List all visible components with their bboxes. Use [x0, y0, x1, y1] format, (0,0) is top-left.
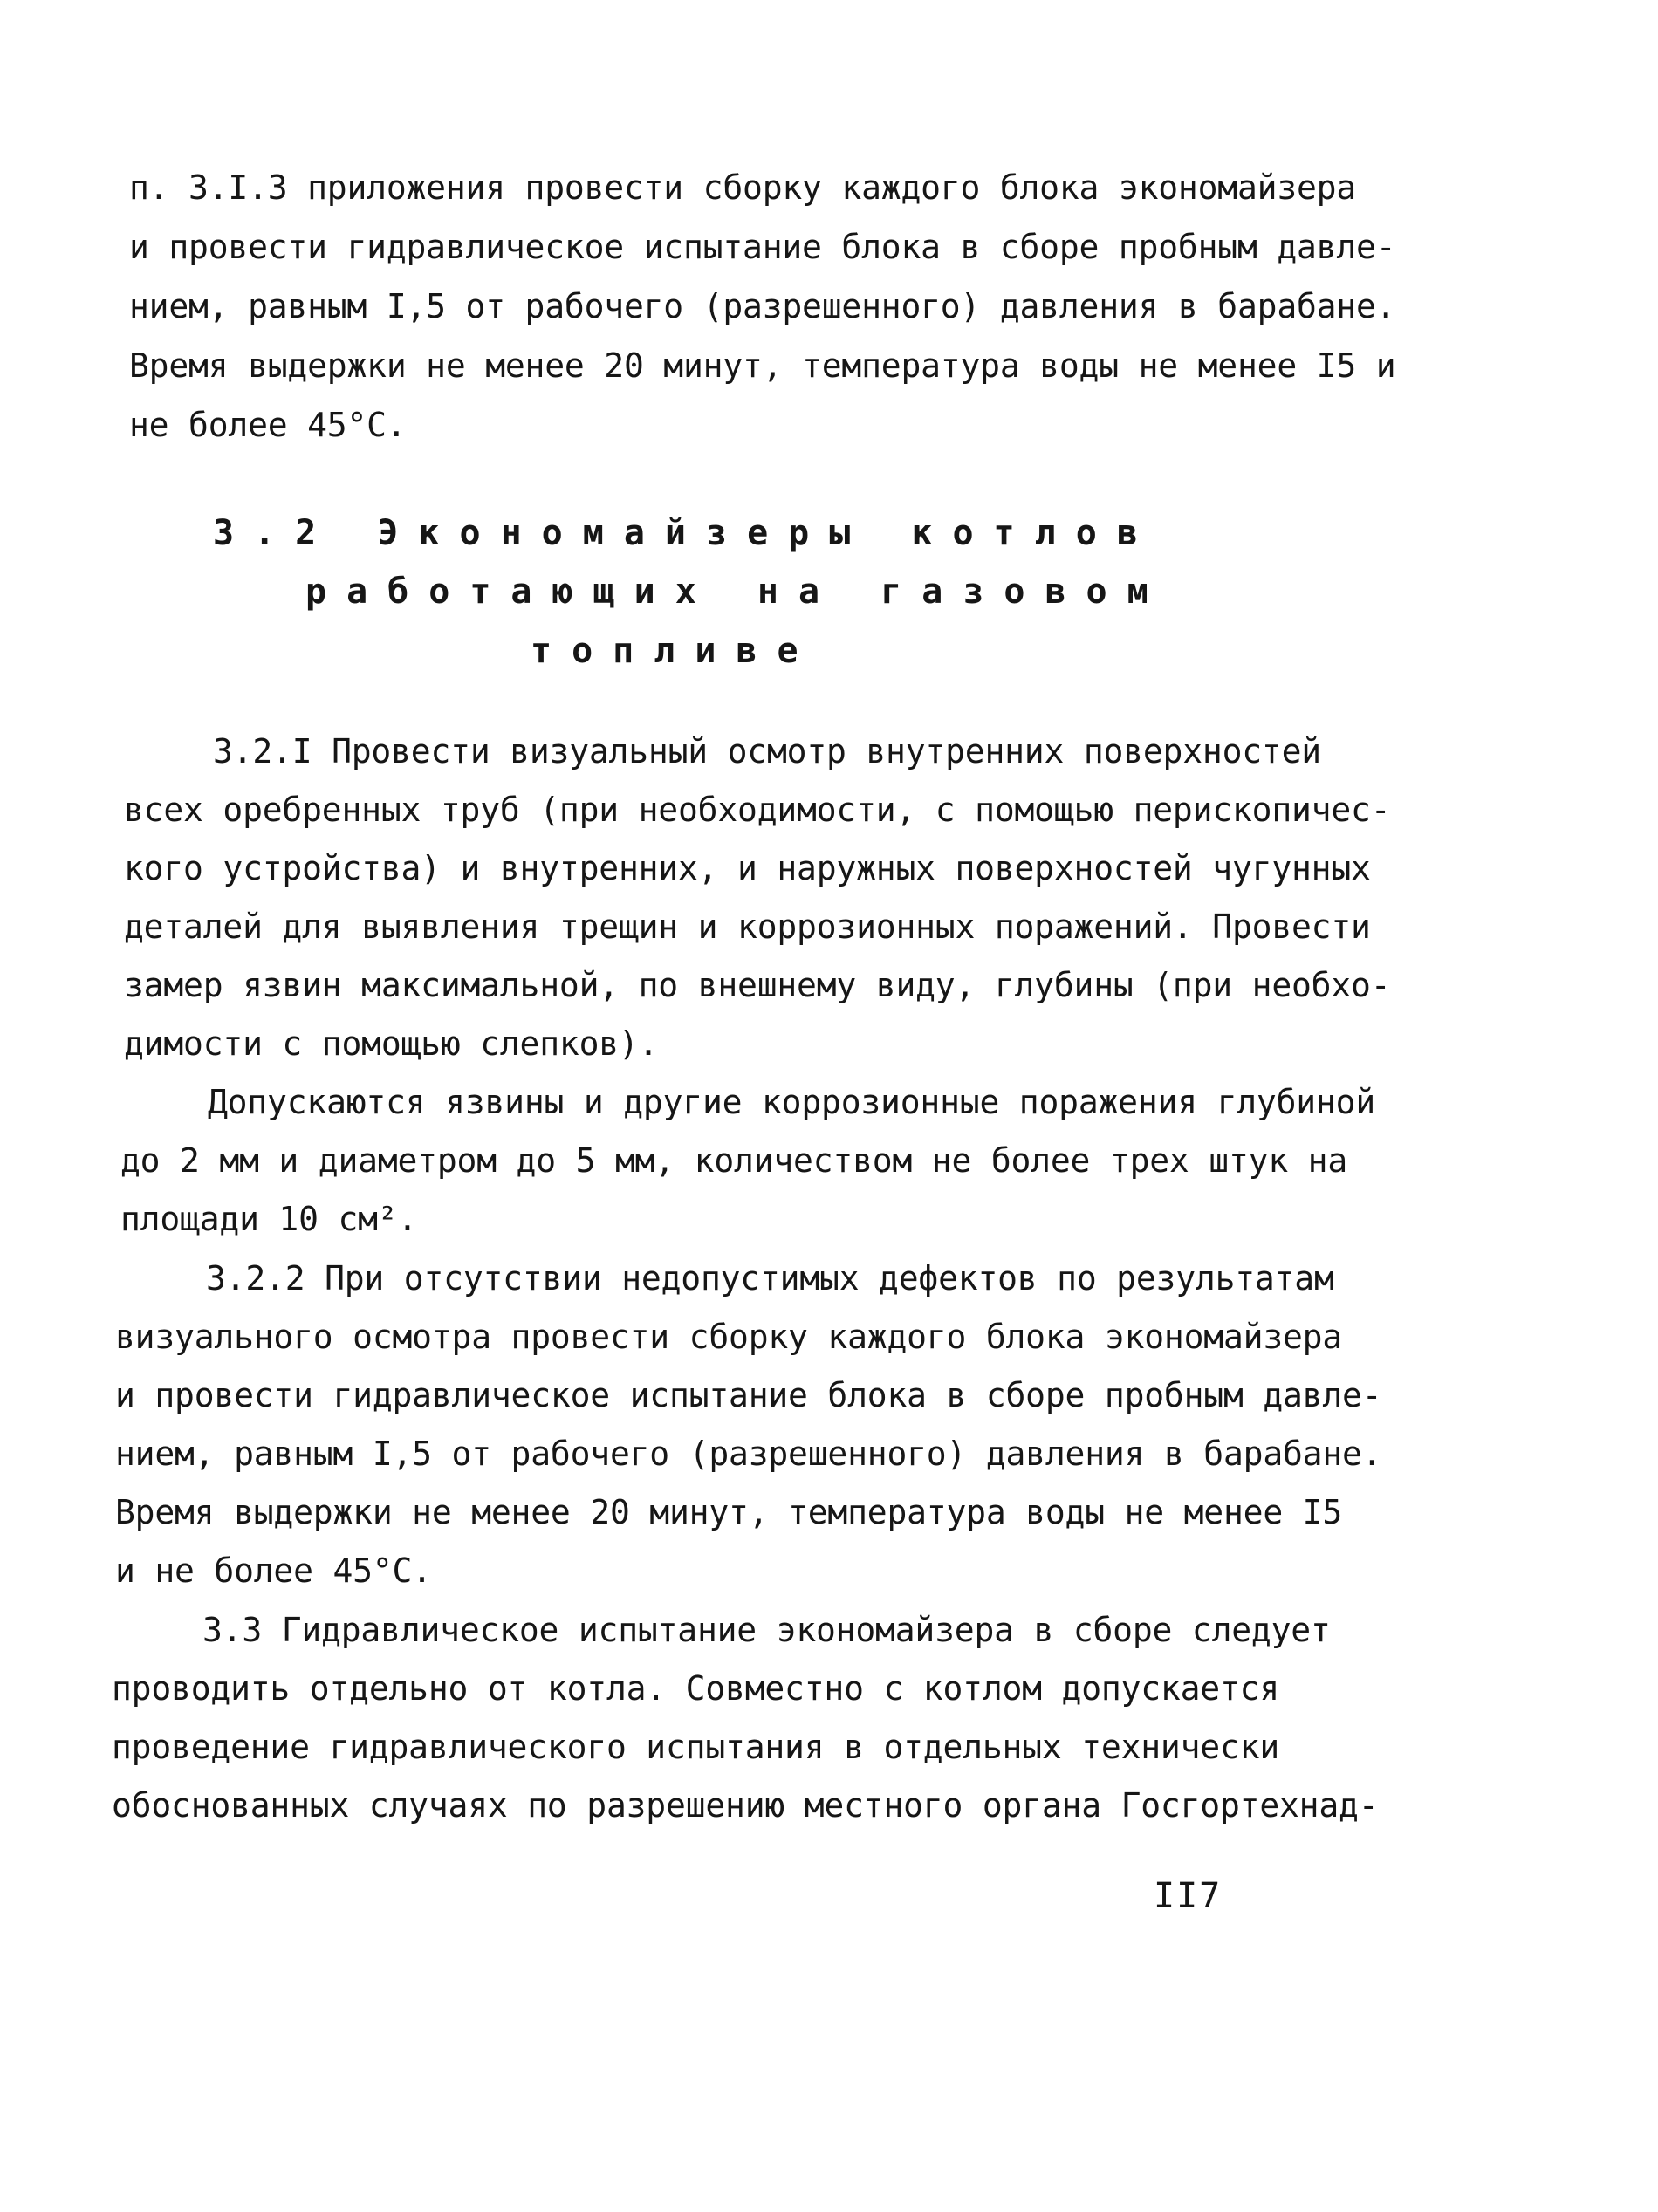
- heading-line: 3.2 Экономайзеры котлов: [213, 513, 1158, 553]
- text-line: димости с помощью слепков).: [124, 1024, 659, 1063]
- text-line: деталей для выявления трещин и коррозионных поражений. Провести: [124, 907, 1371, 946]
- text-line: обоснованных случаях по разрешению местного органа Госгортехнад-: [112, 1786, 1379, 1825]
- text-line: и провести гидравлическое испытание блока в сборе пробным давле-: [129, 228, 1396, 266]
- text-line: визуального осмотра провести сборку каждого блока экономайзера: [115, 1318, 1343, 1356]
- text-line: нием, равным I,5 от рабочего (разрешенного) давления в барабане.: [129, 287, 1396, 325]
- text-line: замер язвин максимальной, по внешнему виду, глубины (при необхо-: [124, 966, 1391, 1004]
- text-line: всех оребренных труб (при необходимости, с помощью перископичес-: [124, 791, 1391, 829]
- page-number: II7: [1154, 1876, 1223, 1916]
- text-line: до 2 мм и диаметром до 5 мм, количеством не более трех штук на: [120, 1141, 1348, 1180]
- heading-line: топливе: [531, 631, 819, 671]
- text-line: и провести гидравлическое испытание блока в сборе пробным давле-: [115, 1376, 1382, 1414]
- text-line: кого устройства) и внутренних, и наружных поверхностей чугунных: [124, 849, 1371, 887]
- text-line: проведение гидравлического испытания в отдельных технически: [112, 1728, 1279, 1766]
- text-line: п. 3.I.3 приложения провести сборку каждого блока экономайзера: [129, 168, 1357, 207]
- text-line: Время выдержки не менее 20 минут, температура воды не менее I5 и: [129, 346, 1396, 385]
- text-line: 3.2.2 При отсутствии недопустимых дефектов по результатам: [206, 1259, 1334, 1298]
- heading-line: работающих на газовом: [305, 572, 1168, 612]
- text-line: Время выдержки не менее 20 минут, температура воды не менее I5: [115, 1493, 1343, 1531]
- text-line: площади 10 см².: [120, 1200, 418, 1238]
- text-line: Допускаются язвины и другие коррозионные поражения глубиной: [208, 1083, 1375, 1121]
- text-line: не более 45°С.: [129, 406, 407, 444]
- text-line: проводить отдельно от котла. Совместно с котлом допускается: [112, 1669, 1279, 1708]
- text-line: 3.2.I Провести визуальный осмотр внутренних поверхностей: [213, 732, 1321, 770]
- text-line: 3.3 Гидравлическое испытание экономайзера в сборе следует: [202, 1611, 1331, 1649]
- text-line: и не более 45°С.: [115, 1551, 432, 1590]
- text-line: нием, равным I,5 от рабочего (разрешенного) давления в барабане.: [115, 1435, 1382, 1473]
